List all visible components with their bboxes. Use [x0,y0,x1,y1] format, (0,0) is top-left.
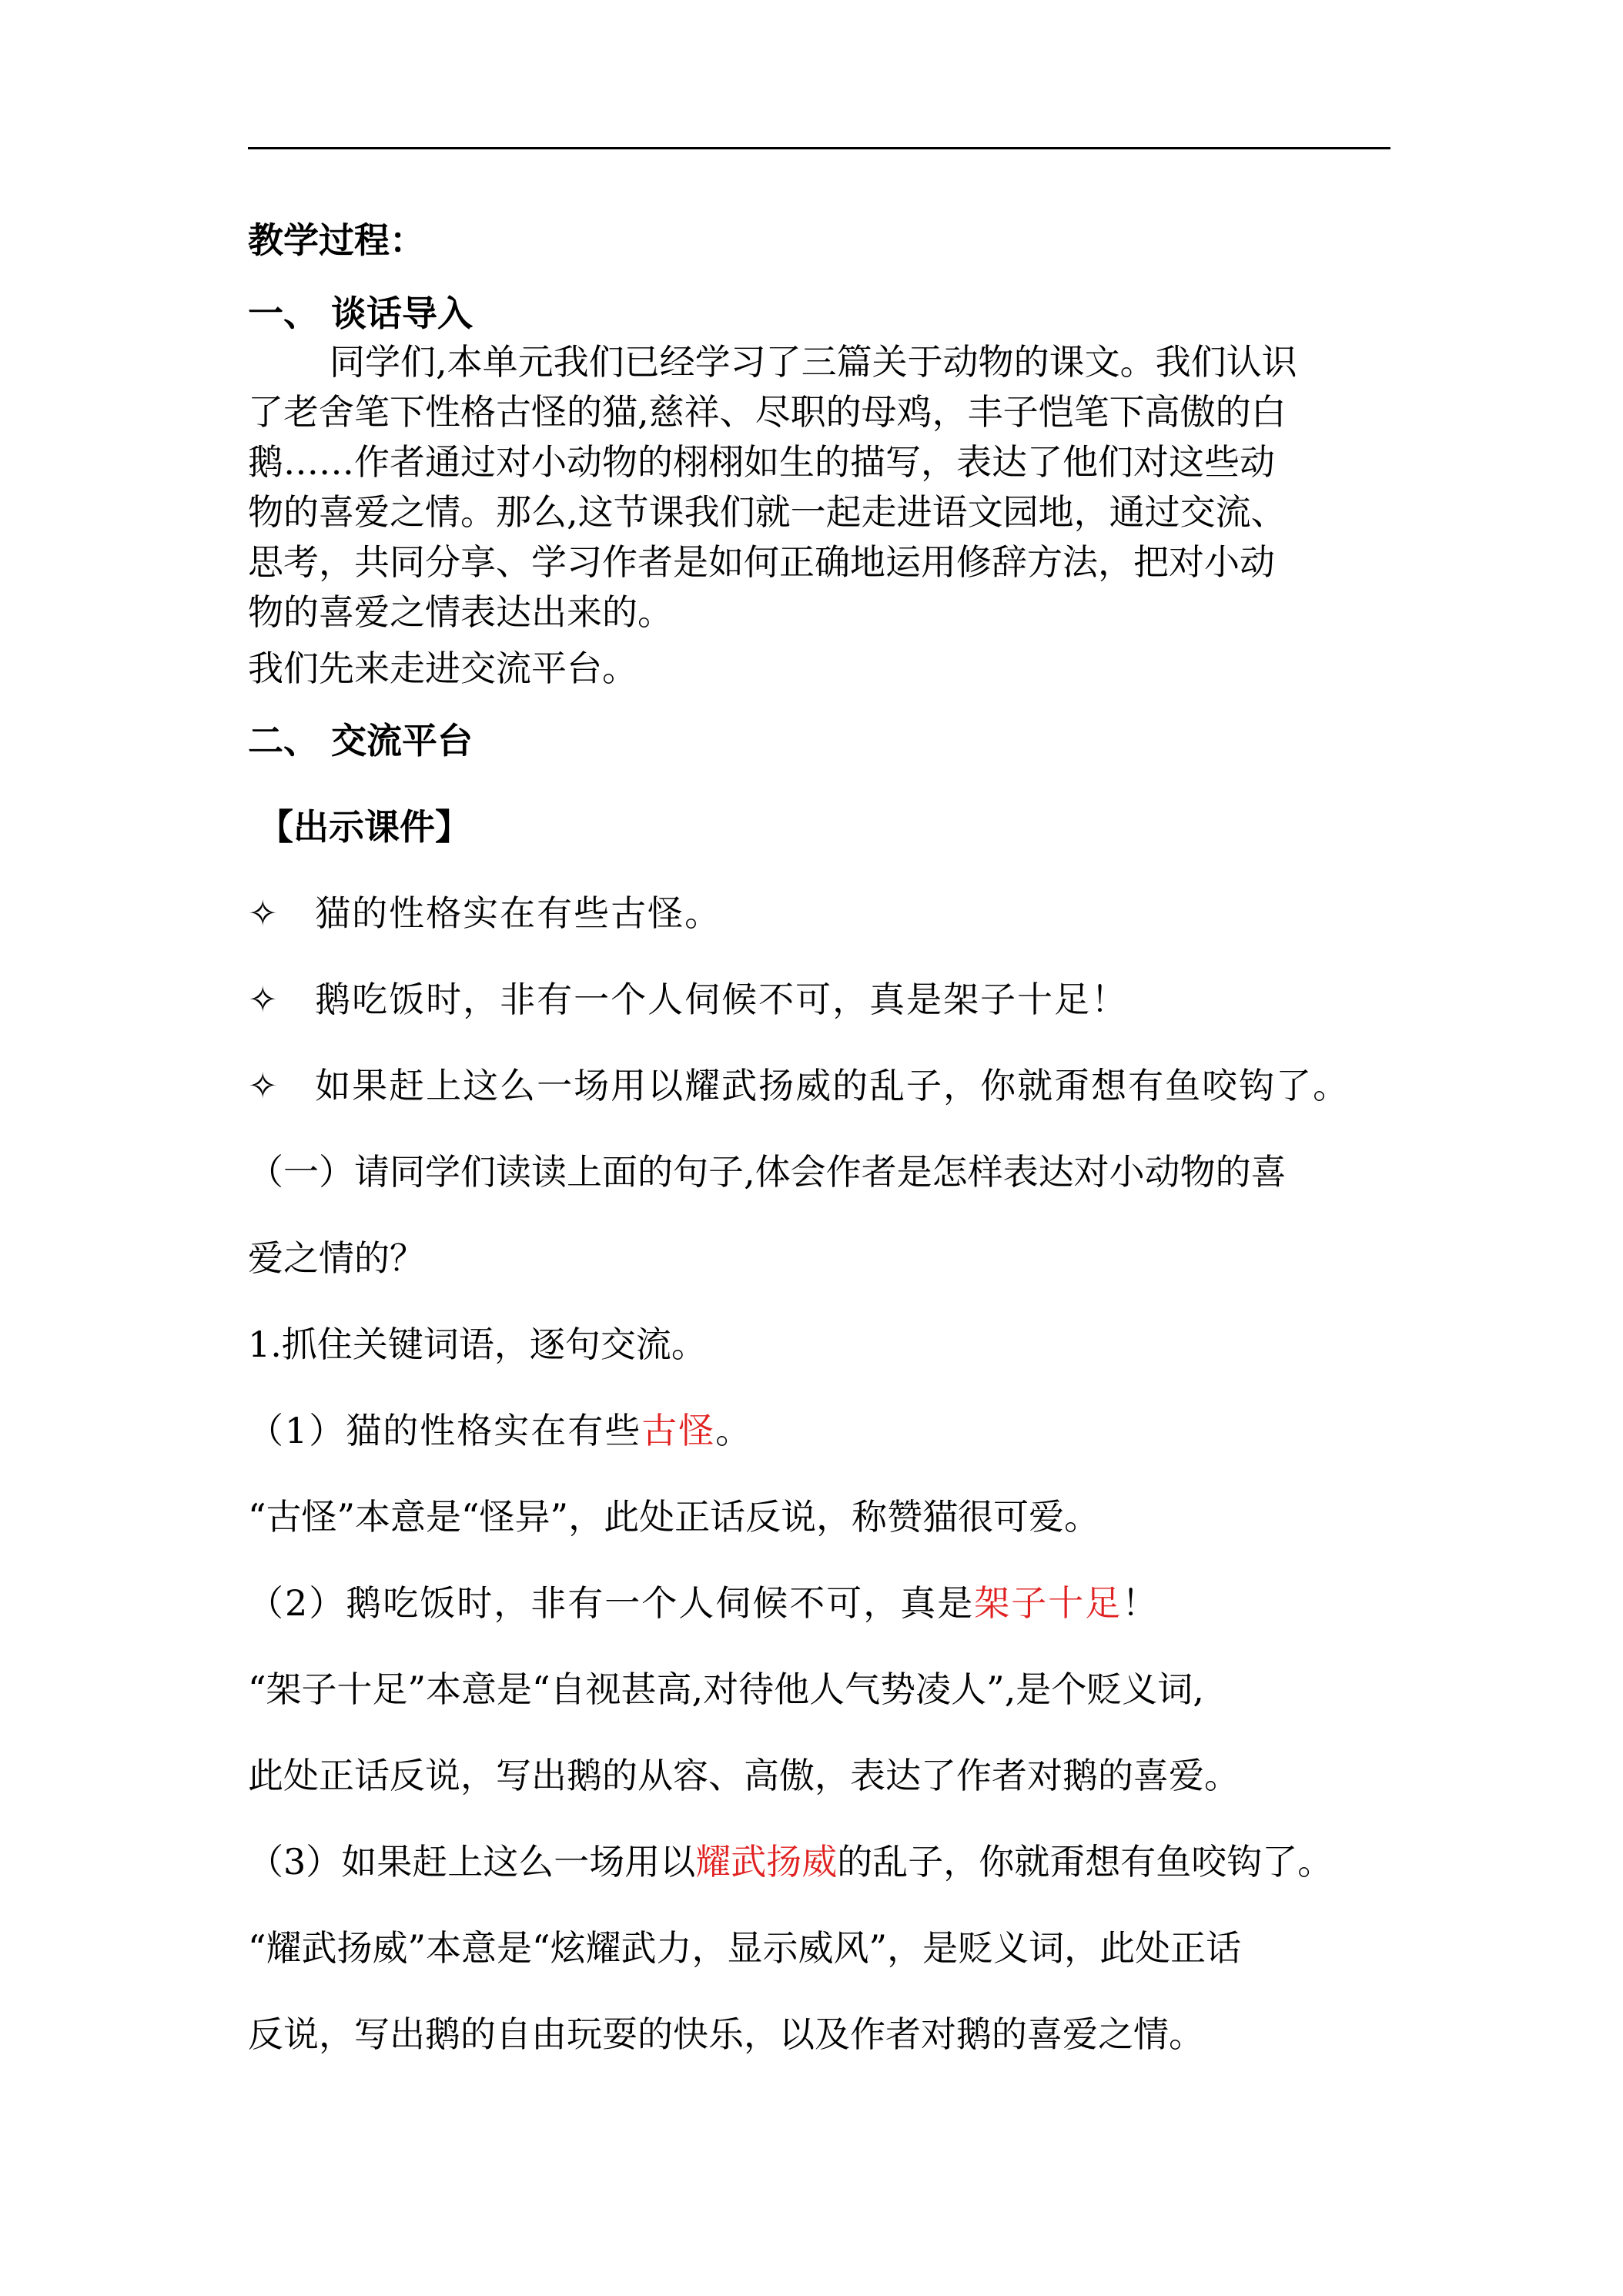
intro-closing: 我们先来走进交流平台。 [248,648,637,689]
keyword-highlight: 耀武扬威 [695,1841,838,1883]
section1-title: 一、 谈话导入 [248,293,474,334]
bullet-star-icon: ✧ [248,892,279,934]
intro-line-3: 鹅……作者通过对小动物的栩栩如生的描写，表达了他们对这些动 [248,441,1275,483]
bullet-item [248,975,1128,1024]
example-suffix: 。 [715,1410,753,1451]
example-suffix: ！ [1122,1582,1160,1624]
page-heading: 教学过程： [248,219,425,261]
example-suffix: 的乱子，你就甭想有鱼咬钩了。 [837,1841,1334,1883]
bullet-star-icon: ✧ [248,979,279,1020]
question-line-2: 爱之情的？ [248,1237,425,1279]
step-1: 1.抓住关键词语，逐句交流。 [248,1324,707,1365]
question-line-1: （一）请同学们读读上面的句子,体会作者是怎样表达对小动物的喜 [248,1151,1287,1193]
example-sentence-3 [248,1837,1333,1886]
keyword-highlight: 架子十足 [974,1582,1123,1624]
header-rule [248,147,1390,149]
explanation-3-line-1: “耀武扬威”本意是“炫耀武力，显示威风”，是贬义词，此处正话 [248,1927,1242,1969]
example-prefix: （3）如果赶上这么一场用以 [248,1841,696,1883]
example-sentence-2 [248,1578,1159,1628]
bullet-text: 鹅吃饭时，非有一个人伺候不可，真是架子十足！ [315,979,1129,1020]
explanation-3-line-2: 反说，写出鹅的自由玩耍的快乐，以及作者对鹅的喜爱之情。 [248,2013,1204,2055]
intro-line-1: 同学们,本单元我们已经学习了三篇关于动物的课文。我们认识 [330,341,1297,383]
intro-line-4: 物的喜爱之情。那么,这节课我们就一起走进语文园地，通过交流、 [248,491,1287,533]
explanation-2-line-2: 此处正话反说，写出鹅的从容、高傲，表达了作者对鹅的喜爱。 [248,1755,1240,1796]
bullet-item [248,1061,1350,1110]
explanation-2-line-1: “架子十足”本意是“自视甚高,对待他人气势凌人”,是个贬义词, [248,1668,1204,1710]
explanation-1: “古怪”本意是“怪异”，此处正话反说，称赞猫很可爱。 [248,1496,1100,1538]
section2-title: 二、 交流平台 [248,720,474,761]
bullet-text: 如果赶上这么一场用以耀武扬威的乱子，你就甭想有鱼咬钩了。 [315,1065,1350,1106]
bullet-text: 猫的性格实在有些古怪。 [315,892,722,934]
example-sentence-1 [248,1406,752,1455]
example-prefix: （2）鹅吃饭时，非有一个人伺候不可，真是 [248,1582,975,1624]
courseware-label: 【出示课件】 [258,806,470,848]
example-prefix: （1）猫的性格实在有些 [248,1410,642,1451]
bullet-item [248,889,721,938]
bullet-star-icon: ✧ [248,1065,279,1106]
intro-line-5: 思考，共同分享、学习作者是如何正确地运用修辞方法，把对小动 [248,541,1275,583]
intro-line-6: 物的喜爱之情表达出来的。 [248,591,673,633]
keyword-highlight: 古怪 [641,1410,716,1451]
intro-line-2: 了老舍笔下性格古怪的猫,慈祥、尽职的母鸡，丰子恺笔下高傲的白 [248,391,1287,433]
